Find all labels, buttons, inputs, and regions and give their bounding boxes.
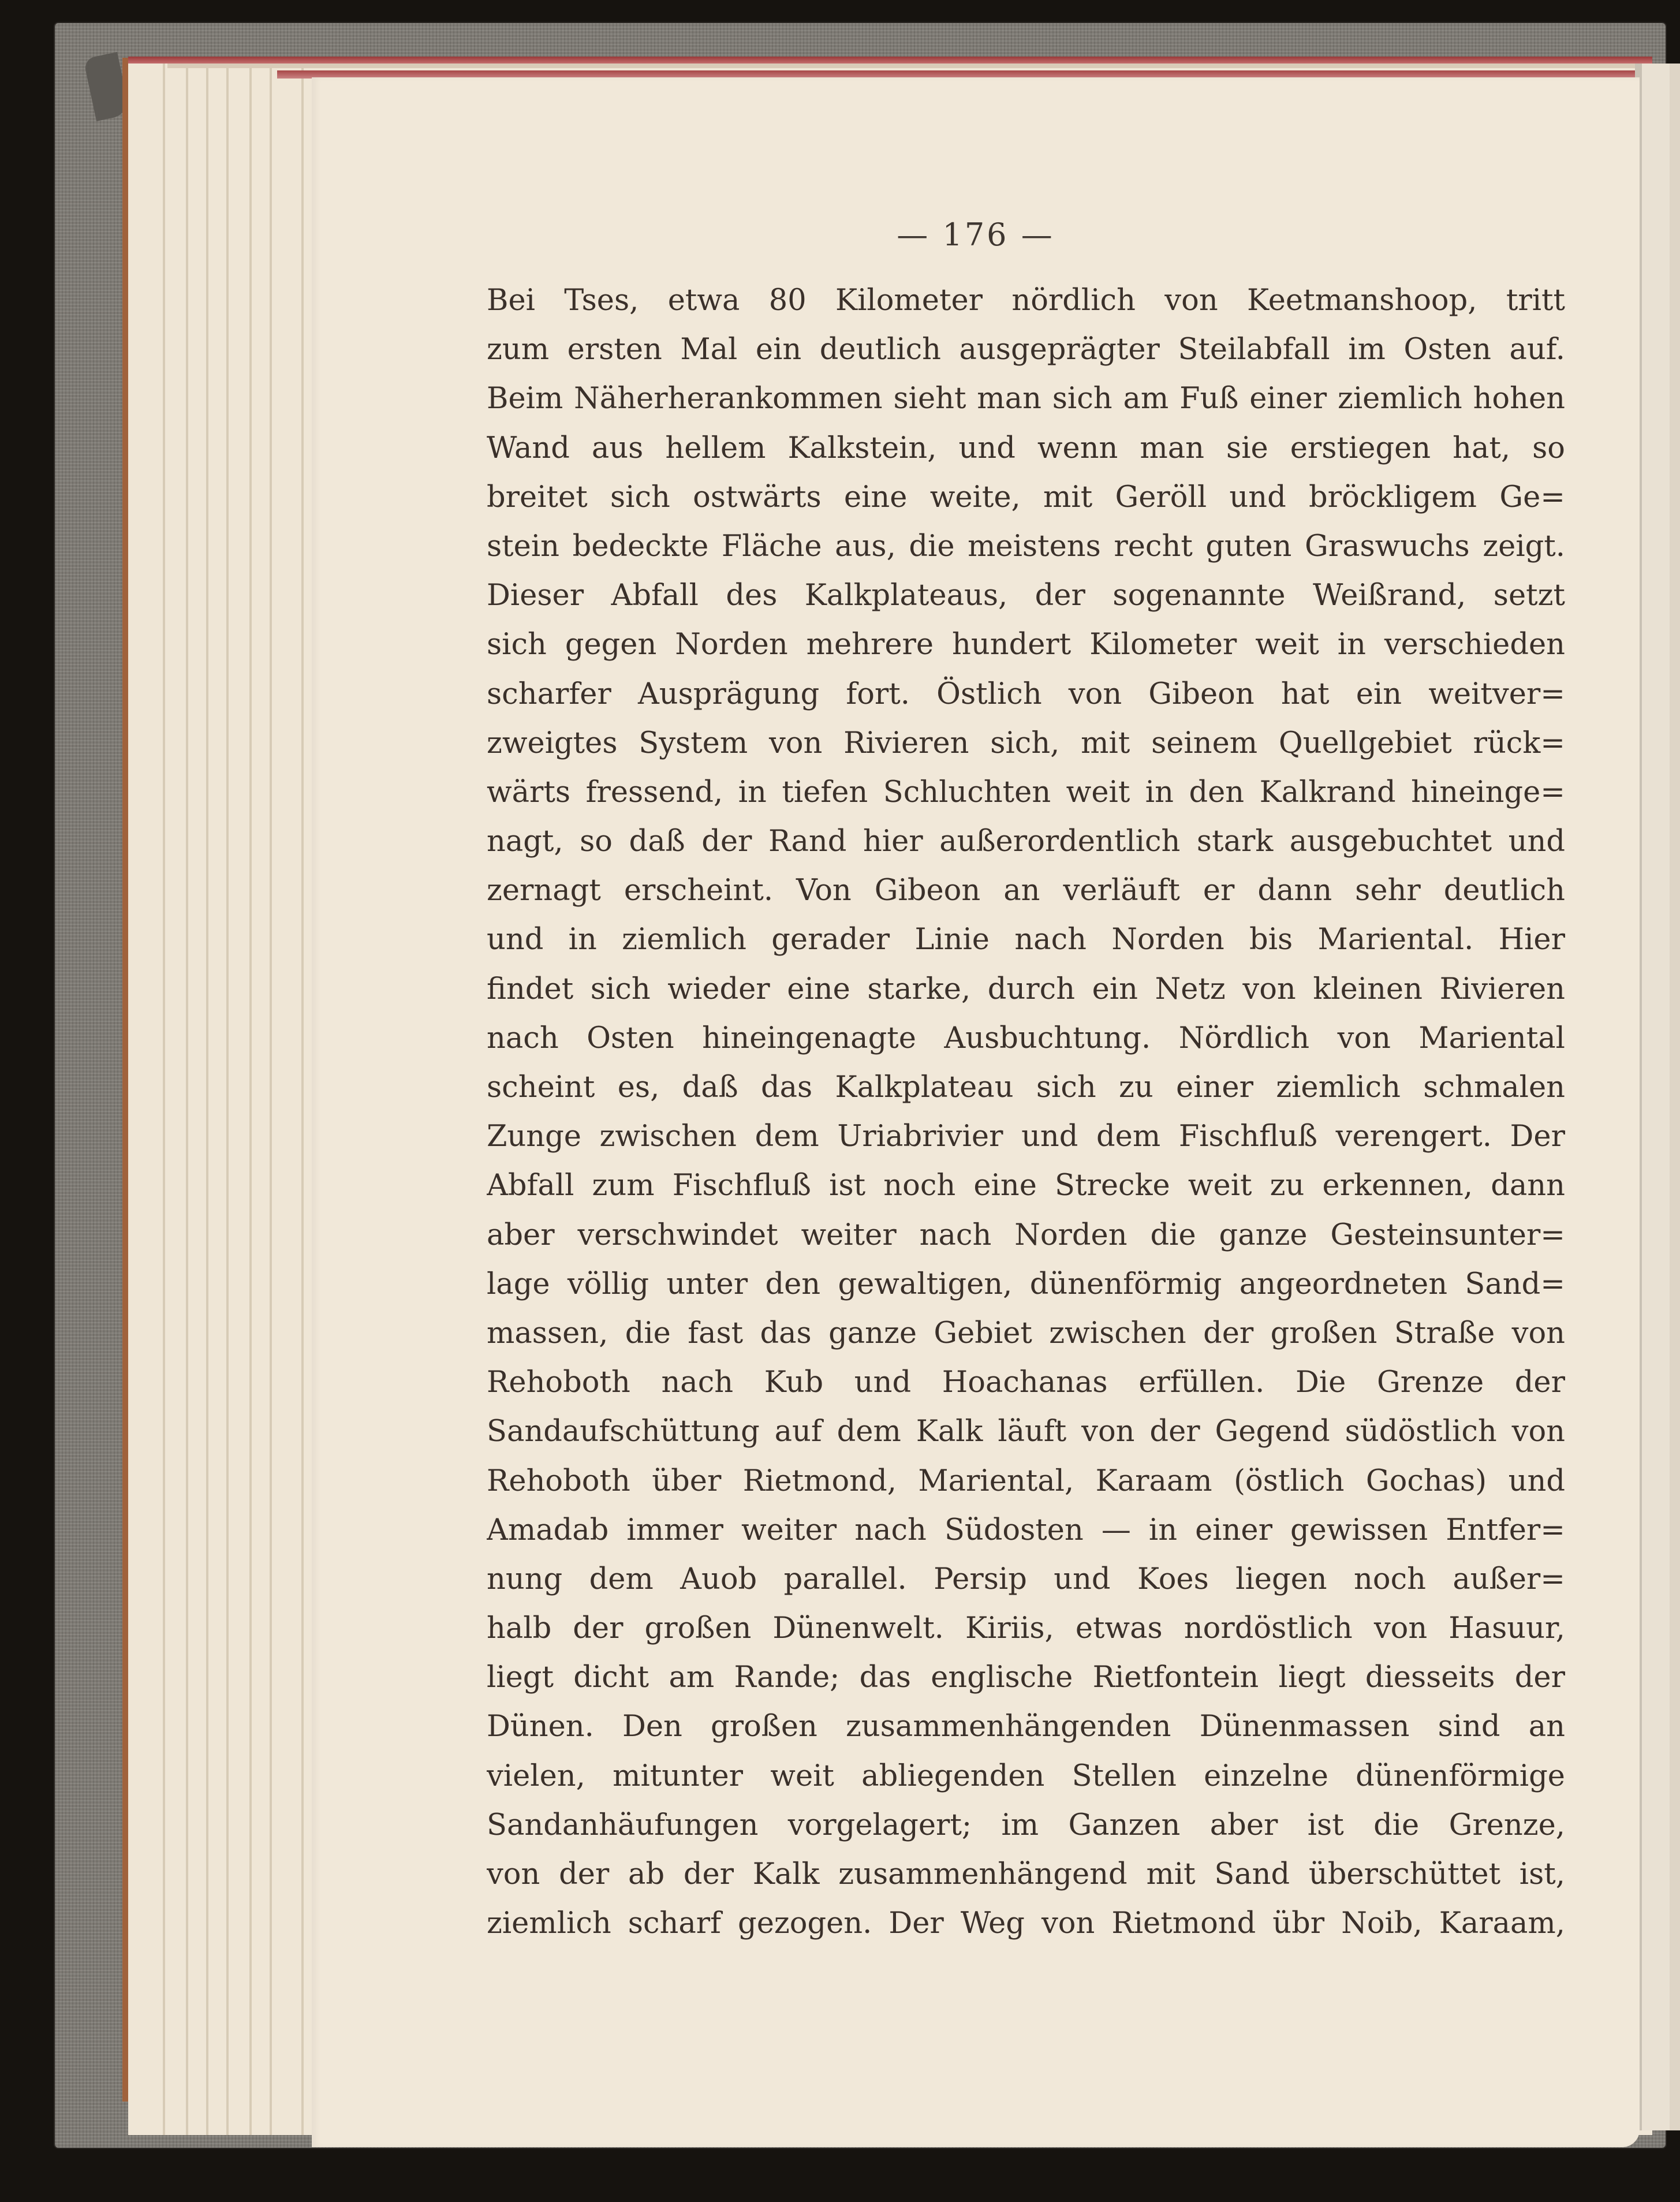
- text-line: zweigtes System von Rivieren sich, mit seinem Quellgebiet rück=: [487, 726, 1565, 760]
- text-line: Sandanhäufungen vorgelagert; im Ganzen aber ist die Grenze,: [487, 1808, 1565, 1842]
- leaf-edge: [270, 57, 272, 2135]
- text-line: stein bedeckte Fläche aus, die meistens recht guten Graswuchs zeigt.: [487, 529, 1565, 563]
- text-line: Sandaufschüttung auf dem Kalk läuft von der Gegend südöstlich von: [487, 1414, 1565, 1449]
- text-line: nach Osten hineingenagte Ausbuchtung. Nördlich von Mariental: [487, 1021, 1565, 1055]
- text-line: liegt dicht am Rande; das englische Rietfontein liegt diesseits der: [487, 1660, 1565, 1695]
- text-line: zum ersten Mal ein deutlich ausgeprägter Steilabfall im Osten auf.: [487, 333, 1565, 367]
- text-line: und in ziemlich gerader Linie nach Norden bis Mariental. Hier: [487, 923, 1565, 957]
- text-line: findet sich wieder eine starke, durch ein Netz von kleinen Rivieren: [487, 972, 1565, 1006]
- page-number: — 176 —: [897, 217, 1055, 253]
- text-line: aber verschwindet weiter nach Norden die ganze Gesteinsunter=: [487, 1218, 1565, 1252]
- text-line: Rehoboth über Rietmond, Mariental, Karaam (östlich Gochas) und: [487, 1464, 1565, 1498]
- red-page-edge: [128, 57, 1652, 64]
- page-body-text: [487, 276, 1565, 1948]
- page-edge-gap: [167, 64, 1645, 68]
- text-line: halb der großen Dünenwelt. Kiriis, etwas nordöstlich von Hasuur,: [487, 1611, 1565, 1646]
- leaf-edge: [249, 57, 252, 2135]
- text-line: Zunge zwischen dem Uriabrivier und dem Fischfluß verengert. Der: [487, 1119, 1565, 1154]
- text-line: Dünen. Den großen zusammenhängenden Dünenmassen sind an: [487, 1710, 1565, 1744]
- leaf-edge: [163, 57, 165, 2135]
- text-line: scheint es, daß das Kalkplateau sich zu einer ziemlich schmalen: [487, 1070, 1565, 1104]
- text-line: zernagt erscheint. Von Gibeon an verläuft er dann sehr deutlich: [487, 874, 1565, 908]
- text-line: scharfer Ausprägung fort. Östlich von Gibeon hat ein weitver=: [487, 677, 1565, 711]
- leaf-edge: [226, 57, 229, 2135]
- text-line: wärts fressend, in tiefen Schluchten weit in den Kalkrand hineinge=: [487, 775, 1565, 809]
- text-line: Bei Tses, etwa 80 Kilometer nördlich von Keetmanshoop, tritt: [487, 283, 1565, 318]
- text-line: nagt, so daß der Rand hier außerordentlich stark ausgebuchtet und: [487, 824, 1565, 859]
- right-page-stack: [1635, 64, 1680, 2130]
- text-line: breitet sich ostwärts eine weite, mit Geröll und bröckligem Ge=: [487, 480, 1565, 514]
- text-line: Beim Näherherankommen sieht man sich am Fuß einer ziemlich hohen: [487, 382, 1565, 416]
- text-line: Dieser Abfall des Kalkplateaus, der sogenannte Weißrand, setzt: [487, 579, 1565, 613]
- leaf-edge: [206, 57, 208, 2135]
- text-line: vielen, mitunter weit abliegenden Stellen einzelne dünenförmige: [487, 1759, 1565, 1793]
- text-line: Rehoboth nach Kub und Hoachanas erfüllen. Die Grenze der: [487, 1365, 1565, 1400]
- text-line: Wand aus hellem Kalkstein, und wenn man sie erstiegen hat, so: [487, 431, 1565, 465]
- text-line: lage völlig unter den gewaltigen, dünenförmig angeordneten Sand=: [487, 1267, 1565, 1301]
- text-line: nung dem Auob parallel. Persip und Koes liegen noch außer=: [487, 1562, 1565, 1596]
- leaf-edge: [301, 57, 304, 2135]
- leaf-edge: [186, 57, 188, 2135]
- text-line: ziemlich scharf gezogen. Der Weg von Rietmond übr Noib, Karaam,: [487, 1906, 1565, 1941]
- text-line: sich gegen Norden mehrere hundert Kilometer weit in verschieden: [487, 628, 1565, 662]
- text-line: Abfall zum Fischfluß ist noch eine Strecke weit zu erkennen, dann: [487, 1169, 1565, 1203]
- text-line: von der ab der Kalk zusammenhängend mit Sand überschüttet ist,: [487, 1857, 1565, 1891]
- text-line: massen, die fast das ganze Gebiet zwischen der großen Straße von: [487, 1316, 1565, 1350]
- text-line: Amadab immer weiter nach Südosten — in einer gewissen Entfer=: [487, 1513, 1565, 1547]
